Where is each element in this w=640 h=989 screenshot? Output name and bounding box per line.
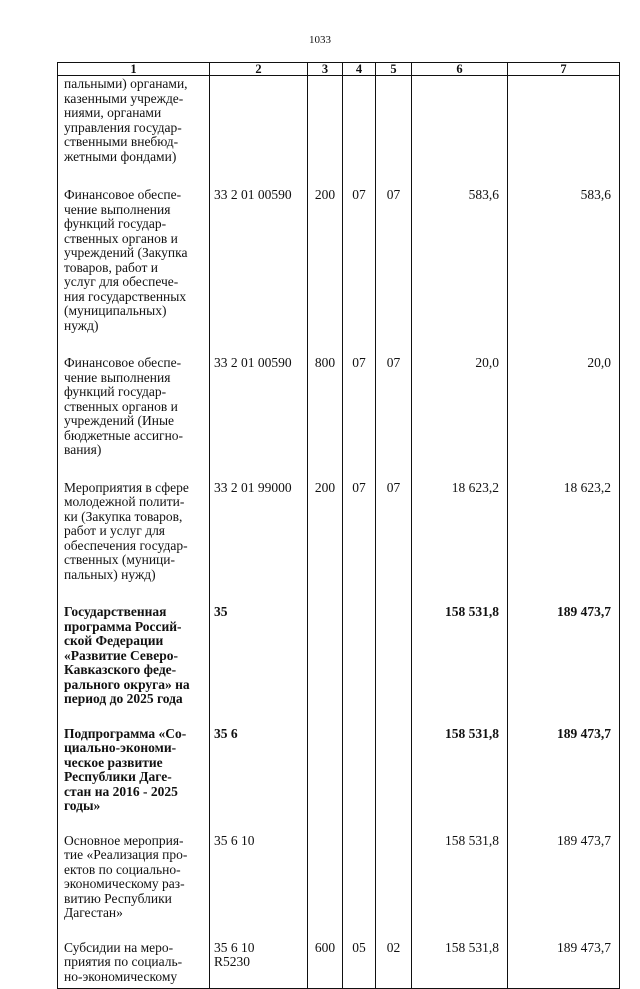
- row-code-cell: [210, 184, 308, 352]
- text-line: вания): [64, 442, 102, 457]
- text-line: 33 2 01 00590: [214, 187, 292, 202]
- text-line: Подпрограмма «Со-: [64, 725, 187, 741]
- row-expense-type-cell: 800: [308, 352, 343, 477]
- text-line: Кавказского феде-: [64, 662, 177, 677]
- text-line: период до 2025 года: [64, 691, 183, 706]
- table-row: [58, 937, 620, 989]
- table-row: [58, 477, 620, 602]
- text-line: R5230: [214, 954, 251, 969]
- text-line: Финансовое обеспе-: [64, 355, 182, 370]
- row-subsection-cell: 07: [376, 352, 412, 477]
- row-name-cell: [58, 937, 210, 989]
- text-line: Республики Даге-: [64, 769, 172, 784]
- table-row: [58, 184, 620, 352]
- row-name-cell: [58, 723, 210, 830]
- row-code-cell: [210, 830, 308, 937]
- text-line: но-экономическому: [64, 968, 178, 984]
- row-expense-type-cell: [308, 723, 343, 830]
- text-line: тие «Реализация про-: [64, 847, 188, 862]
- row-code-cell: [210, 601, 308, 723]
- row-code-cell: [210, 352, 308, 477]
- text-line: услуг для обеспече-: [64, 274, 179, 289]
- text-line: стан на 2016 - 2025: [64, 783, 178, 799]
- table-row: [58, 723, 620, 830]
- table-row: [58, 830, 620, 937]
- text-line: бюджетные ассигно-: [64, 427, 184, 443]
- row-section-cell: 07: [343, 184, 376, 352]
- row-section-cell: 05: [343, 937, 376, 989]
- row-expense-type-cell: [308, 830, 343, 937]
- text-line: Дагестан»: [64, 905, 123, 920]
- text-line: Государственная: [64, 604, 167, 619]
- row-section-cell: 07: [343, 477, 376, 602]
- text-line: учреждений (Закупка: [64, 245, 188, 260]
- row-subsection-cell: [376, 76, 412, 185]
- row-section-cell: [343, 723, 376, 830]
- row-value-col7-cell: 189 473,7: [508, 830, 620, 937]
- row-expense-type-cell: [308, 76, 343, 185]
- budget-table: [57, 62, 620, 989]
- table-row: [58, 352, 620, 477]
- row-name-cell: [58, 477, 210, 602]
- row-code-cell: [210, 76, 308, 185]
- text-line: казенными учрежде-: [64, 90, 184, 106]
- text-line: пальными) органами,: [64, 76, 188, 91]
- row-value-col6-cell: 158 531,8: [412, 601, 508, 723]
- text-line: ственных органов и: [64, 398, 178, 414]
- text-line: 33 2 01 99000: [214, 479, 292, 495]
- text-line: ственных органов и: [64, 230, 178, 246]
- text-line: жетными фондами): [64, 148, 177, 164]
- text-line: ния государственных: [64, 288, 187, 304]
- column-header: 1: [58, 63, 210, 76]
- header-row: [58, 63, 620, 76]
- row-subsection-cell: [376, 723, 412, 830]
- text-line: Финансовое обеспе-: [64, 187, 182, 202]
- text-line: товаров, работ и: [64, 259, 158, 275]
- text-line: 35 6 10: [214, 832, 255, 848]
- text-line: молодежной полити-: [64, 494, 185, 509]
- row-value-col7-cell: 189 473,7: [508, 601, 620, 723]
- text-line: обеспечения государ-: [64, 537, 188, 553]
- text-line: ственных (муници-: [64, 552, 176, 567]
- text-line: ственными внебюд-: [64, 134, 179, 149]
- text-line: Основное мероприя-: [64, 832, 184, 848]
- row-value-col6-cell: [412, 76, 508, 185]
- text-line: экономическому раз-: [64, 876, 185, 891]
- row-section-cell: [343, 830, 376, 937]
- text-line: ки (Закупка товаров,: [64, 508, 183, 524]
- text-line: 35 6 10: [214, 939, 255, 955]
- row-value-col7-cell: 20,0: [508, 352, 620, 477]
- row-value-col6-cell: 158 531,8: [412, 937, 508, 989]
- text-line: работ и услуг для: [64, 523, 166, 538]
- text-line: функций государ-: [64, 216, 167, 231]
- row-subsection-cell: [376, 830, 412, 937]
- text-line: 35: [214, 604, 228, 619]
- text-line: 35 6: [214, 725, 238, 741]
- row-name-cell: [58, 601, 210, 723]
- row-name-cell: [58, 184, 210, 352]
- row-name-cell: [58, 352, 210, 477]
- text-line: ниями, органами: [64, 105, 162, 120]
- text-line: витию Республики: [64, 890, 172, 906]
- text-line: ектов по социально-: [64, 861, 181, 877]
- text-line: чение выполнения: [64, 201, 171, 217]
- row-value-col6-cell: 583,6: [412, 184, 508, 352]
- text-line: ской Федерации: [64, 633, 164, 648]
- row-section-cell: [343, 76, 376, 185]
- row-name-cell: [58, 76, 210, 185]
- row-section-cell: [343, 601, 376, 723]
- row-value-col6-cell: 20,0: [412, 352, 508, 477]
- row-value-col6-cell: 158 531,8: [412, 723, 508, 830]
- text-line: пальных) нужд): [64, 566, 156, 582]
- row-section-cell: 07: [343, 352, 376, 477]
- row-expense-type-cell: [308, 601, 343, 723]
- row-value-col7-cell: 18 623,2: [508, 477, 620, 602]
- text-line: нужд): [64, 317, 99, 333]
- table-row: [58, 601, 620, 723]
- table-row: [58, 76, 620, 185]
- row-expense-type-cell: 200: [308, 184, 343, 352]
- text-line: 33 2 01 00590: [214, 355, 292, 370]
- text-line: Мероприятия в сфере: [64, 479, 189, 495]
- text-line: рального округа» на: [64, 676, 190, 692]
- text-line: (муниципальных): [64, 303, 167, 318]
- row-expense-type-cell: 200: [308, 477, 343, 602]
- row-value-col6-cell: 18 623,2: [412, 477, 508, 602]
- table-body: [58, 76, 620, 989]
- row-code-cell: [210, 723, 308, 830]
- row-value-col7-cell: [508, 76, 620, 185]
- text-line: ческое развитие: [64, 754, 163, 770]
- row-subsection-cell: 07: [376, 184, 412, 352]
- row-subsection-cell: [376, 601, 412, 723]
- text-line: чение выполнения: [64, 369, 171, 385]
- column-header: 2: [210, 63, 308, 76]
- row-value-col6-cell: 158 531,8: [412, 830, 508, 937]
- column-header: 4: [343, 63, 376, 76]
- row-value-col7-cell: 189 473,7: [508, 937, 620, 989]
- column-header: 6: [412, 63, 508, 76]
- row-subsection-cell: 07: [376, 477, 412, 602]
- row-name-cell: [58, 830, 210, 937]
- row-value-col7-cell: 583,6: [508, 184, 620, 352]
- text-line: годы»: [64, 798, 101, 813]
- text-line: «Развитие Северо-: [64, 647, 178, 663]
- page-number: 1033: [309, 34, 331, 46]
- column-header: 7: [508, 63, 620, 76]
- text-line: приятия по социаль-: [64, 954, 183, 969]
- text-line: циально-экономи-: [64, 740, 177, 755]
- row-expense-type-cell: 600: [308, 937, 343, 989]
- row-subsection-cell: 02: [376, 937, 412, 989]
- row-code-cell: [210, 937, 308, 989]
- column-header: 5: [376, 63, 412, 76]
- row-value-col7-cell: 189 473,7: [508, 723, 620, 830]
- column-header: 3: [308, 63, 343, 76]
- row-code-cell: [210, 477, 308, 602]
- text-line: Субсидии на меро-: [64, 939, 174, 955]
- text-line: функций государ-: [64, 384, 167, 399]
- text-line: управления государ-: [64, 119, 182, 135]
- text-line: программа Россий-: [64, 618, 182, 634]
- text-line: учреждений (Иные: [64, 413, 175, 428]
